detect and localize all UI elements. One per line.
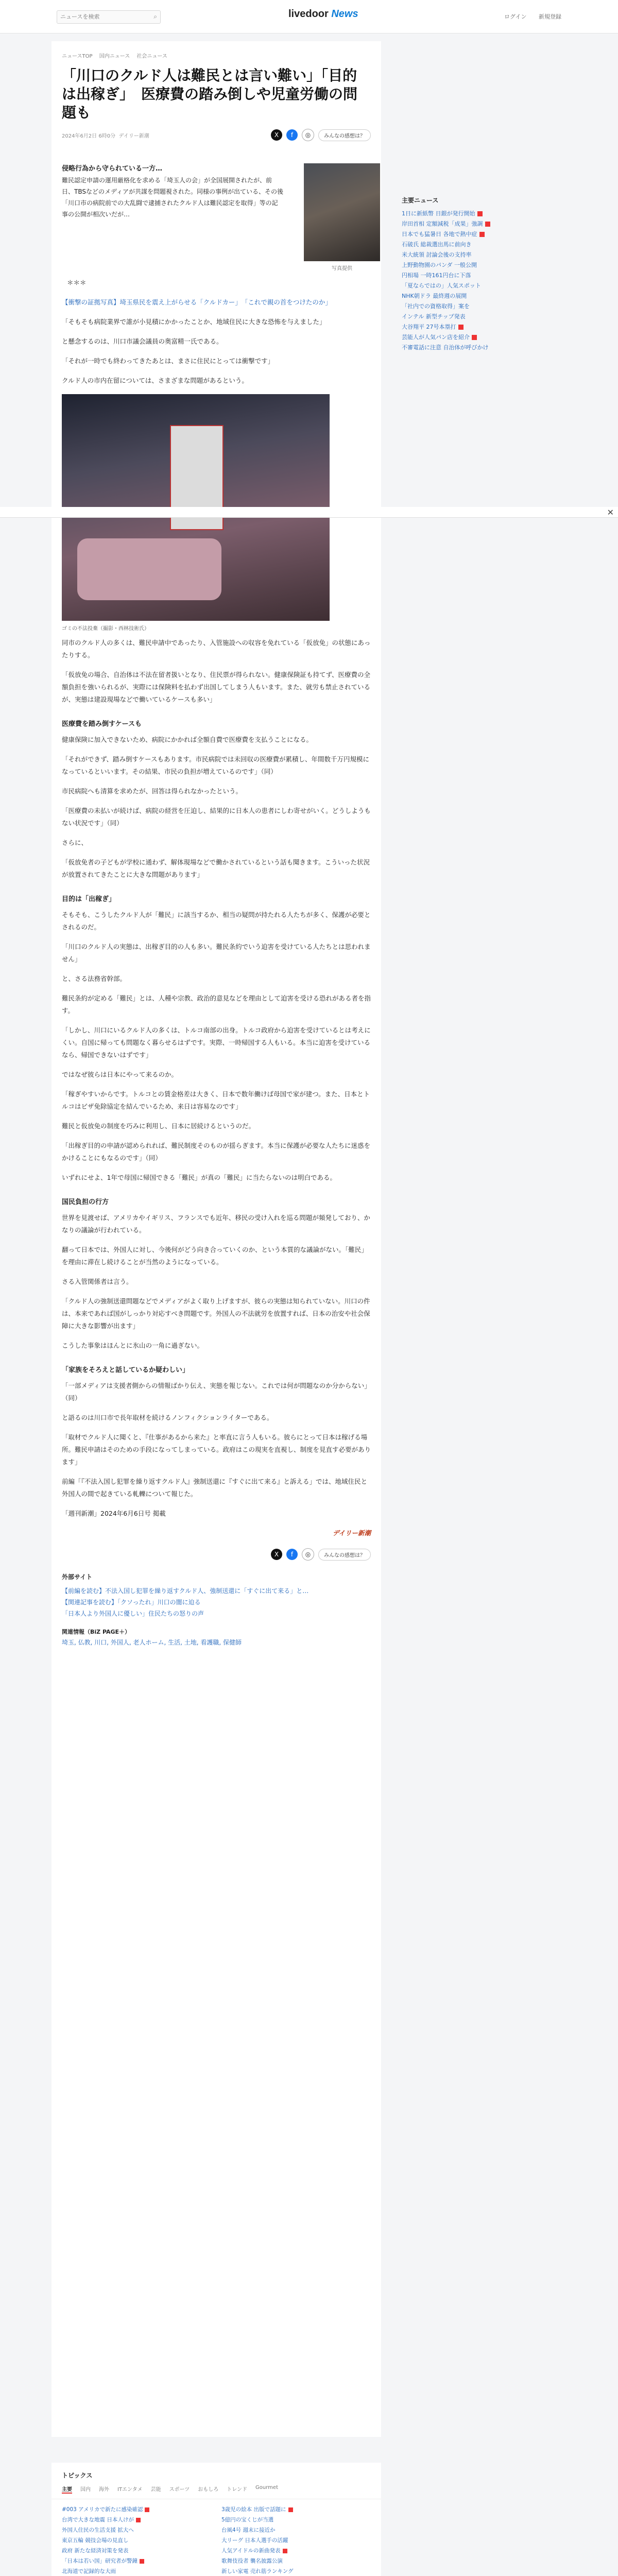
tab[interactable]: 海外: [99, 2487, 109, 2493]
topics-section: [52, 2463, 381, 2576]
article-body-2: [62, 637, 371, 1539]
paragraph: 市民病院へも清算を求めたが、回答は得られなかったという。: [62, 787, 243, 795]
new-badge-icon: [283, 2549, 287, 2553]
topic-item[interactable]: 政府 新たな経済対策を発表: [62, 2548, 129, 2554]
new-badge-icon: [140, 2559, 144, 2564]
sidebar-item[interactable]: 円相場 一時161円台に下落: [402, 272, 471, 279]
paragraph: 「一部メディアは支援者側からの情報ばかり伝え、実態を報じない。これでは何が問題なのか分からない」（同）: [62, 1382, 371, 1402]
section-heading: 国民負担の行方: [62, 1198, 109, 1206]
search-box[interactable]: [57, 10, 161, 24]
topic-item[interactable]: 台湾で大きな地震 日本人けが: [62, 2515, 206, 2525]
topic-item[interactable]: 台風4号 週末に接近か: [221, 2527, 276, 2533]
tab-main[interactable]: 主要: [62, 2485, 72, 2494]
paragraph: と、さる法務省幹部。: [62, 975, 127, 982]
reaction-icon[interactable]: ◎: [302, 1548, 314, 1561]
paragraph: 「川口のクルド人の実態は、出稼ぎ目的の人も多い。難民条約でいう迫害を受けている人たちとは思われません」: [62, 943, 371, 963]
paragraph: 「稼ぎやすいからです。トルコとの賃金格差は大きく、日本で数年働けば母国で家が建つ。また、日本とトルコはビザ免除協定を結んでいるため、来日は容易なのです」: [62, 1090, 370, 1110]
paragraph: クルド人の市内在留については、さまざまな問題があるという。: [62, 377, 248, 384]
paragraph: 世界を見渡せば、アメリカやイギリス、フランスでも近年、移民の受け入れを巡る問題が頻発しており、かなりの議論が行われている。: [62, 1214, 370, 1234]
topic-item[interactable]: 外国人住民の生活支援 拡大へ: [62, 2527, 134, 2533]
topic-item[interactable]: 北海道で記録的な大雨: [62, 2568, 116, 2574]
new-badge-icon: [477, 211, 483, 216]
site-logo[interactable]: [288, 8, 358, 20]
paragraph: と語るのは川口市で長年取材を続けるノンフィクションライターである。: [62, 1414, 273, 1421]
lead-text-block: [62, 163, 283, 220]
new-badge-icon: [458, 325, 464, 330]
new-badge-icon: [145, 2507, 149, 2512]
paragraph: さらに、: [62, 839, 88, 846]
topic-item[interactable]: 人気アイドルの新曲発表: [221, 2546, 366, 2556]
sidebar-item[interactable]: 1日に新紙幣 日銀が発行開始: [402, 209, 525, 219]
paragraph: さる入管関係者は言う。: [62, 1278, 133, 1285]
topic-item[interactable]: 5億円の宝くじが当選: [221, 2517, 274, 2523]
reaction-button[interactable]: みんなの感想は？: [318, 129, 371, 141]
site-header: [0, 0, 618, 33]
sidebar-item[interactable]: 「社内での資格取得」案を: [402, 303, 470, 310]
photo-trash-graphic: [77, 538, 221, 600]
sidebar-item[interactable]: 「夏ならではの」人気スポット: [402, 282, 481, 289]
paragraph: 難民と仮放免の制度を巧みに利用し、日本に居続けるというのだ。: [62, 1122, 255, 1130]
header-links: [494, 12, 561, 21]
paragraph: 「仮放免の場合、自治体は不法在留者扱いとなり、住民票が得られない。健康保険証も持てず、医療費の全額負担を強いられるが、実際には保険料を払わず出国してしまう人もいます。また、就労も禁止されているが、実態は建設現場などで働いているケースも多い」: [62, 671, 371, 703]
paragraph: 「クルド人の強制送還問題などでメディアがよく取り上げますが、彼らの実態は知られていない。川口の件は、本来であれば国がしっかり対応すべき問題です。外国人の不法就労を放置すれば、日本の治安や社会保障に大きな影響が出ます」: [62, 1297, 370, 1330]
close-icon[interactable]: ✕: [607, 507, 614, 517]
share-buttons-bottom: [62, 1547, 371, 1562]
paragraph: 「取材でクルド人に聞くと、『仕事があるから来た』と率直に言う人もいる。彼らにとって日本は稼げる場所。難民申請はそのための手段になってしまっている。政府はこの現実を直視し、制度を見直す必要があります」: [62, 1433, 371, 1466]
reaction-icon[interactable]: ◎: [302, 129, 314, 141]
topic-item[interactable]: 東京五輪 競技会場の見直し: [62, 2537, 129, 2544]
paragraph: 「出稼ぎ目的の申請が認められれば、難民制度そのものが揺らぎます。本当に保護が必要な人たちに迷惑をかけることにもなるのです」（同）: [62, 1142, 371, 1162]
breadcrumb-item[interactable]: 社会ニュース: [136, 54, 167, 59]
logo-news: News: [331, 8, 358, 20]
x-share-icon[interactable]: X: [271, 129, 282, 141]
register-link[interactable]: 新規登録: [539, 13, 561, 20]
paragraph: 難民条約が定める「難民」とは、人種や宗教、政治的意見などを理由として迫害を受ける恐れがある者を指す。: [62, 994, 371, 1014]
paragraph: 同市のクルド人の多くは、難民申請中であったり、入管施設への収容を免れている「仮放免」の状態にあったりする。: [62, 639, 371, 659]
section-heading: 「家族をそろえと話しているか疑わしい」: [62, 1366, 190, 1374]
paragraph: 「仮放免者の子どもが学校に通わず、解体現場などで働かされているという話も聞きます。こういった状況が放置されてきたことに大きな問題があります」: [62, 858, 370, 878]
sidebar-title: 主要ニュース: [402, 197, 439, 204]
topic-item[interactable]: 歌舞伎役者 襲名披露公演: [221, 2558, 283, 2564]
new-badge-icon: [136, 2518, 141, 2522]
overlay-ad-bar: [0, 507, 618, 518]
tab[interactable]: ITエンタメ: [117, 2487, 143, 2493]
breadcrumb: [52, 41, 381, 59]
reaction-button[interactable]: みんなの感想は？: [318, 1549, 371, 1561]
breadcrumb-item[interactable]: 国内ニュース: [99, 54, 130, 59]
topics-column: [221, 2504, 366, 2576]
new-badge-icon: [485, 222, 490, 227]
external-links: [62, 1585, 371, 1619]
keywords-title: 関連情報（BiZ PAGE＋）: [62, 1629, 131, 1635]
section-heading: 目的は「出稼ぎ」: [62, 895, 116, 903]
paragraph: 健康保険に加入できないため、病院にかかれば全額自費で医療費を支払うことになる。: [62, 736, 313, 743]
paragraph: と懸念するのは、川口市議会議員の奥富精一氏である。: [62, 337, 223, 345]
breadcrumb-item[interactable]: ニュースTOP: [62, 54, 93, 59]
main-news-box: [402, 196, 525, 353]
topics-title: トピックス: [62, 2472, 93, 2479]
new-badge-icon: [472, 335, 477, 340]
paragraph: 「週刊新潮」2024年6月6日号 掲載: [62, 1510, 166, 1517]
paragraph: 「しかし、川口にいるクルド人の多くは、トルコ南部の出身。トルコ政府から迫害を受けているとは考えにくい。自国に帰っても問題なく暮らせるはずです。実際、一時帰国する人もいる。本当に迫害を受けているなら、帰国できないはずです」: [62, 1026, 371, 1059]
paragraph: 前編「『不法入国し犯罪を繰り返すクルド人』強制送還に『すぐに出て来る』と訴える」では、地域住民と外国人の間で起きている軋轢について報じた。: [62, 1478, 368, 1498]
lead-heading: 侵略行為から守られている一方…: [62, 165, 163, 173]
paragraph: 「医療費の未払いが続けば、病院の経営を圧迫し、結果的に日本人の患者にしわ寄せがいく。どうしようもない状況です」（同）: [62, 807, 371, 827]
article-title: 「川口のクルド人は難民とは言い難い」「目的は出稼ぎ」 医療費の踏み倒しや児童労働の問題も: [62, 67, 358, 121]
lead-text: 難民認定申請の運用厳格化を求める「埼玉人の会」が全国展開されたが、前日、TBSなどのメディアが共謀を問題視された。同様の事例が出ている、その後「川口市の病院前での大乱闘で逮捕されたクルド人は難民認定を取得」等の記事の公開が相次いだが…: [62, 177, 284, 218]
paragraph: 「それが一時でも終わってきたあとは、まさに住民にとっては衝撃です」: [62, 357, 274, 365]
article-column: [52, 41, 381, 2437]
topics-grid: [52, 2499, 381, 2576]
tab[interactable]: Gourmet: [255, 2485, 278, 2490]
tab[interactable]: 芸能: [150, 2487, 161, 2493]
topic-item[interactable]: #003 アメリカで新たに感染確認: [62, 2504, 206, 2515]
article-meta: [62, 127, 371, 143]
facebook-share-icon[interactable]: f: [286, 1549, 298, 1560]
sidebar: [402, 196, 525, 353]
paragraph: ではなぜ彼らは日本にやって来るのか。: [62, 1071, 178, 1078]
keywords: [62, 1628, 371, 1647]
sidebar-item[interactable]: 日本でも猛暑日 各地で熱中症: [402, 229, 525, 240]
paragraph: 翻って日本では、外国人に対し、今後何がどう向き合っていくのか、という本質的な議論がない。「難民」を理由に滞在し続けることが当然のようになっている。: [62, 1246, 368, 1266]
article-photo-1[interactable]: [304, 163, 380, 261]
photo-1-caption: 写真提供: [332, 266, 352, 272]
new-badge-icon: [479, 232, 485, 237]
sidebar-item[interactable]: 米大統領 討論会後の支持率: [402, 251, 472, 258]
section-divider: ＊＊＊: [67, 279, 87, 286]
article-body: [62, 277, 371, 387]
tab[interactable]: スポーツ: [169, 2487, 190, 2493]
article-date: 2024年6月2日 6時0分: [62, 133, 116, 139]
topics-tabs: [52, 2483, 381, 2499]
publisher-logo[interactable]: デイリー新潮: [332, 1529, 371, 1537]
logo-main: livedoor: [288, 8, 329, 20]
topic-item[interactable]: 「日本は若い国」研究者が警鐘: [62, 2556, 206, 2566]
photo-2-caption: ゴミの不法投棄（撮影・西林技術氏）: [62, 626, 149, 632]
paragraph: 「そもそも病院業界で誰が小見積にかかったことか、地域住民に大きな恐怖を与えました」: [62, 318, 326, 326]
topic-item[interactable]: 新しい家電 売れ筋ランキング: [221, 2568, 294, 2574]
keyword-list[interactable]: 埼玉, 仏教, 川口, 外国人, 老人ホーム, 生活, 土地, 看護職, 保健師: [62, 1639, 242, 1646]
share-buttons: [271, 129, 371, 141]
login-link[interactable]: ログイン: [504, 13, 527, 20]
sidebar-item[interactable]: 岸田首相 定額減税「成果」強調: [402, 219, 525, 229]
paragraph: いずれにせよ、1年で母国に帰国できる「難民」が真の「難民」に当たらないのは明白である。: [62, 1174, 336, 1181]
external-sites-title: 外部サイト: [62, 1573, 93, 1581]
external-link[interactable]: 「日本人より外国人に優しい」住民たちの怒りの声: [62, 1610, 204, 1617]
related-link[interactable]: 【衝撃の証拠写真】埼玉県民を震え上がらせる「クルドカー」 「これで親の首をつけたのか」: [62, 298, 332, 306]
topics-column: [62, 2504, 206, 2576]
article-source[interactable]: デイリー新潮: [118, 133, 149, 139]
topic-item[interactable]: 大リーグ 日本人選手の活躍: [221, 2537, 288, 2544]
sidebar-item[interactable]: 芸能人が人気パン店を紹介: [402, 332, 525, 343]
sidebar-item[interactable]: 石破氏 総裁選出馬に前向き: [402, 241, 472, 248]
sidebar-item[interactable]: 大谷翔平 27号本塁打: [402, 322, 525, 332]
tab[interactable]: おもしろ: [198, 2487, 219, 2493]
search-input[interactable]: [57, 11, 151, 23]
tab[interactable]: 国内: [80, 2487, 91, 2493]
paragraph: 「それができず、踏み倒すケースもあります。市民病院では未回収の医療費が累積し、年間数千万円規模になっているといいます。その結果、市民の負担が増えているのです」（同）: [62, 755, 370, 775]
paragraph: そもそも、こうしたクルド人が「難民」に該当するか、相当の疑問が持たれる人たちが多く、保護が必要とされるのだ。: [62, 911, 371, 931]
tab[interactable]: トレンド: [227, 2487, 248, 2493]
topic-item[interactable]: 3歳児の絵本 出版で話題に: [221, 2504, 366, 2515]
sidebar-item[interactable]: 上野動物園のパンダ 一般公開: [402, 262, 477, 268]
external-link[interactable]: 【関連記事を読む】「クソったれ」川口の闇に迫る: [62, 1599, 201, 1606]
external-link[interactable]: 【前編を読む】不法入国し犯罪を繰り返すクルド人、強制送還に「すぐに出て来る」と…: [62, 1587, 309, 1595]
share-buttons: [271, 1548, 371, 1561]
sidebar-item[interactable]: 不審電話に注意 自治体が呼びかけ: [402, 344, 489, 351]
search-icon[interactable]: ⌕: [153, 13, 157, 20]
section-heading: 医療費を踏み倒すケースも: [62, 720, 142, 728]
x-share-icon[interactable]: X: [271, 1549, 282, 1560]
facebook-share-icon[interactable]: f: [286, 129, 298, 141]
sidebar-item[interactable]: NHK朝ドラ 最終週の展開: [402, 293, 467, 299]
new-badge-icon: [288, 2507, 293, 2512]
sidebar-item[interactable]: インテル 新型チップ発表: [402, 313, 466, 320]
article-lead: [62, 163, 371, 277]
paragraph: こうした事象はほんとに氷山の一角に過ぎない。: [62, 1342, 204, 1349]
